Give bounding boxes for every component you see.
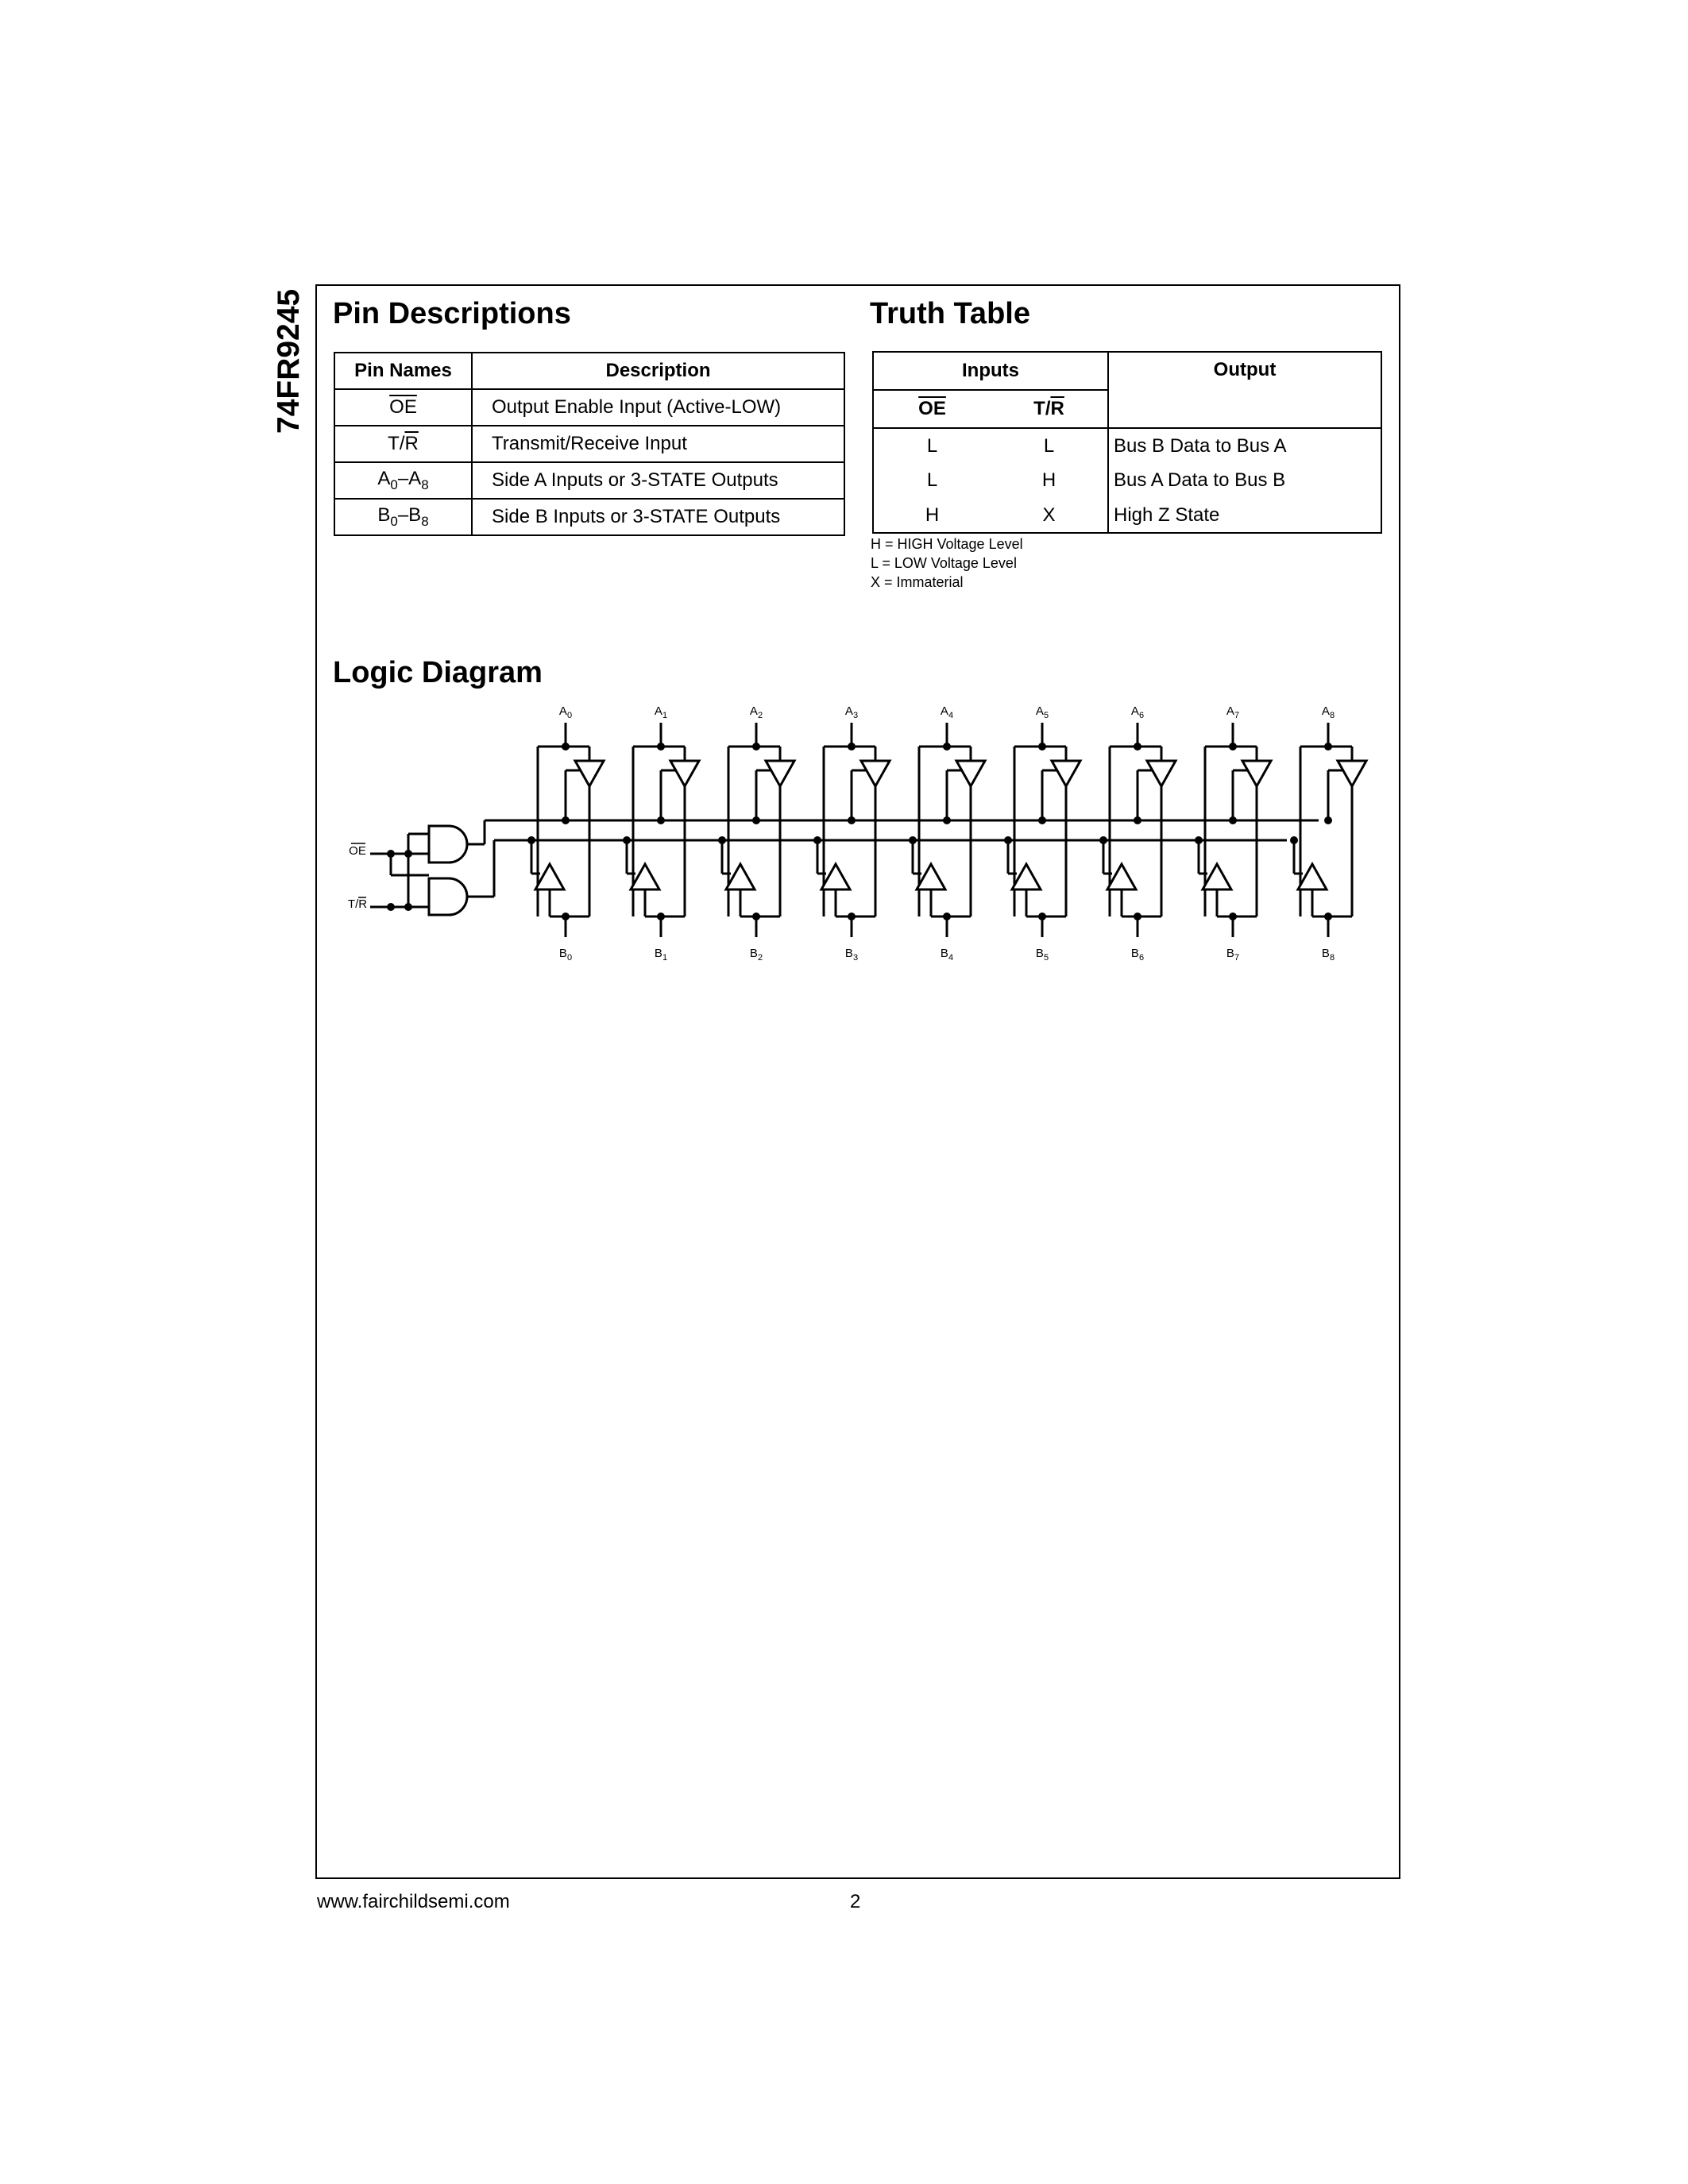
pin-name: $B_0-B_8$ xyxy=(334,499,472,535)
legend-line: X = Immaterial xyxy=(871,574,964,590)
buffer-b-to-a xyxy=(821,864,850,889)
b-pin-label: $B_2$ xyxy=(749,947,763,963)
buffer-b-to-a xyxy=(1107,864,1136,889)
junction-dot xyxy=(1229,816,1237,824)
logic-diagram xyxy=(318,691,1398,977)
pin-desc: Transmit/Receive Input xyxy=(472,426,844,462)
junction-dot xyxy=(562,816,570,824)
buffer-a-to-b xyxy=(670,761,699,786)
buffer-b-to-a xyxy=(1298,864,1327,889)
output-header: Output xyxy=(1108,352,1381,428)
junction-dot xyxy=(1134,816,1141,824)
junction-dot xyxy=(657,816,665,824)
a-pin-label: $A_2$ xyxy=(749,704,763,720)
tt-out: Bus B Data to Bus A xyxy=(1108,428,1381,463)
b-pin-label: $B_3$ xyxy=(844,947,859,963)
buffer-b-to-a xyxy=(631,864,659,889)
b-pin-label: $B_4$ xyxy=(940,947,954,963)
truth-table-legend xyxy=(871,534,1023,592)
oe-header-text: $\overline{OE}$ xyxy=(918,398,946,419)
b-pin-label: $B_8$ xyxy=(1321,947,1335,963)
junction-dot xyxy=(1324,816,1332,824)
tt-out: High Z State xyxy=(1108,498,1381,533)
a-pin-label: $A_6$ xyxy=(1130,704,1145,720)
table-row xyxy=(334,499,844,535)
buffer-b-to-a xyxy=(535,864,564,889)
tt-tr: X xyxy=(991,498,1108,533)
legend-line: L = LOW Voltage Level xyxy=(871,555,1017,571)
junction-dot xyxy=(752,816,760,824)
tt-oe: L xyxy=(873,463,991,498)
part-number-text: 74FR9245 xyxy=(272,288,306,434)
b-pin-label: $B_5$ xyxy=(1035,947,1049,963)
and-gate-lower xyxy=(429,878,467,915)
oe-header xyxy=(873,390,991,428)
b-pin-label: $B_1$ xyxy=(654,947,668,963)
pin-name-tr: $T/\overline{R}$ xyxy=(388,433,419,454)
tt-header-row xyxy=(873,352,1381,390)
truth-table-heading: Truth Table xyxy=(870,297,1030,330)
junction-dot xyxy=(848,816,856,824)
table-row xyxy=(334,426,844,462)
buffer-a-to-b xyxy=(766,761,794,786)
tt-tr: L xyxy=(991,428,1108,463)
tt-oe: H xyxy=(873,498,991,533)
table-row xyxy=(334,389,844,426)
pin-descriptions-heading: Pin Descriptions xyxy=(333,297,571,330)
buffer-a-to-b xyxy=(1242,761,1271,786)
junction-dot xyxy=(943,816,951,824)
page-number: 2 xyxy=(850,1891,861,1912)
truth-table xyxy=(872,351,1382,534)
tt-oe: L xyxy=(873,428,991,463)
tt-row xyxy=(873,498,1381,533)
buffer-b-to-a xyxy=(726,864,755,889)
buffer-a-to-b xyxy=(1052,761,1080,786)
buffer-a-to-b xyxy=(1147,761,1176,786)
tt-row xyxy=(873,463,1381,498)
oe-label: OE xyxy=(349,844,366,858)
tt-out: Bus A Data to Bus B xyxy=(1108,463,1381,498)
a-pin-label: $A_8$ xyxy=(1321,704,1335,720)
pin-desc: Side B Inputs or 3-STATE Outputs xyxy=(472,499,844,535)
tt-tr: H xyxy=(991,463,1108,498)
pin-descriptions-table xyxy=(334,352,845,536)
pin-name: $A_0-A_8$ xyxy=(334,462,472,499)
b-pin-label: $B_6$ xyxy=(1130,947,1145,963)
buffer-a-to-b xyxy=(575,761,604,786)
and-gate-upper xyxy=(429,826,467,862)
col-description: Description xyxy=(472,353,844,389)
a-pin-label: $A_3$ xyxy=(844,704,859,720)
a-pin-label: $A_1$ xyxy=(654,704,668,720)
junction-dot xyxy=(387,903,395,911)
b-pin-label: $B_7$ xyxy=(1226,947,1240,963)
buffer-a-to-b xyxy=(956,761,985,786)
buffer-b-to-a xyxy=(1203,864,1231,889)
logic-diagram-heading: Logic Diagram xyxy=(333,656,543,689)
pin-name xyxy=(334,426,472,462)
table-header-row xyxy=(334,353,844,389)
b-pin-label: $B_0$ xyxy=(558,947,573,963)
junction-dot xyxy=(1038,816,1046,824)
buffer-a-to-b xyxy=(861,761,890,786)
buffer-b-to-a xyxy=(917,864,945,889)
tr-header: $T/\overline{R}$ xyxy=(991,390,1108,428)
pin-desc: Output Enable Input (Active-LOW) xyxy=(472,389,844,426)
pin-name xyxy=(334,389,472,426)
table-row xyxy=(334,462,844,499)
a-pin-label: $A_0$ xyxy=(558,704,573,720)
a-pin-label: $A_7$ xyxy=(1226,704,1240,720)
a-pin-label: $A_5$ xyxy=(1035,704,1049,720)
buffer-b-to-a xyxy=(1012,864,1041,889)
pin-desc: Side A Inputs or 3-STATE Outputs xyxy=(472,462,844,499)
legend-line: H = HIGH Voltage Level xyxy=(871,536,1023,552)
tt-row xyxy=(873,428,1381,463)
buffer-a-to-b xyxy=(1338,761,1366,786)
footer-url: www.fairchildsemi.com xyxy=(317,1891,510,1912)
col-pin-names: Pin Names xyxy=(334,353,472,389)
tr-label: T/R xyxy=(347,897,368,911)
pin-name-text: $\overline{OE}$ xyxy=(389,396,417,418)
a-pin-label: $A_4$ xyxy=(940,704,954,720)
inputs-header: Inputs xyxy=(873,352,1108,390)
